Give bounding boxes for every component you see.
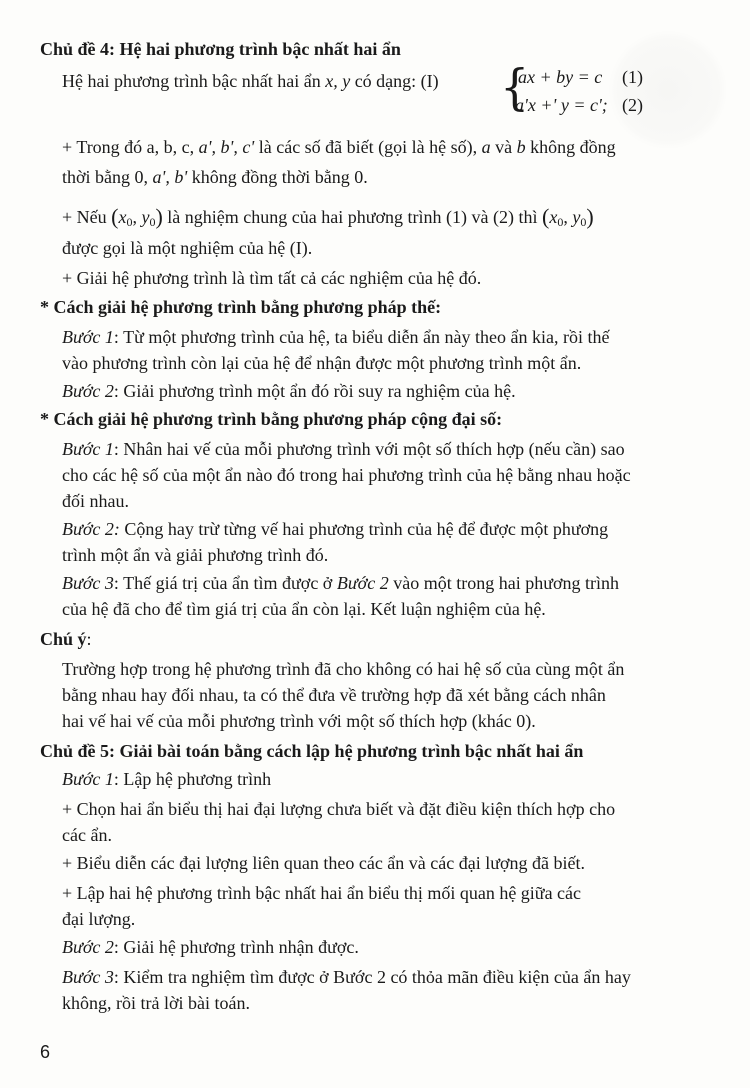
topic5-point1-line1: + Chọn hai ẩn biểu thị hai đại lượng chưa biết và đặt điều kiện thích hợp cho (62, 799, 616, 819)
topic5-point3-line1: + Lập hai hệ phương trình bậc nhất hai ẩn biểu thị mối quan hệ giữa các (62, 883, 582, 903)
note-heading: Chú ý: (40, 629, 92, 649)
topic4-heading: Chủ đề 4: Hệ hai phương trình bậc nhất hai ẩn (40, 39, 401, 59)
topic4-bullet-2-line1: + Nếu ($x_0$, $y_0$) là nghiệm chung của hai phương trình (1) và (2) thì ($x_0$, $y_0$) (62, 204, 594, 229)
system-brace: { (500, 58, 530, 116)
topic5-step1: Bước 1: Lập hệ phương trình (62, 769, 272, 789)
topic5-heading: Chủ đề 5: Giải bài toán bằng cách lập hệ phương trình bậc nhất hai ẩn (40, 741, 584, 761)
method2-step2-line1: Bước 2: Cộng hay trừ từng vế hai phương trình của hệ để được một phương (62, 519, 609, 539)
topic5-step3-line2: không, rồi trả lời bài toán. (62, 993, 250, 1013)
method2-heading: * Cách giải hệ phương trình bằng phương pháp cộng đại số: (40, 409, 503, 429)
method1-heading: * Cách giải hệ phương trình bằng phương pháp thế: (40, 297, 442, 317)
topic5-point3-line2: đại lượng. (62, 909, 136, 929)
faint-watermark (608, 30, 728, 150)
method2-step1-line1: Bước 1: Nhân hai vế của mỗi phương trình với một số thích hợp (nếu cần) sao (62, 439, 625, 459)
topic5-step2: Bước 2: Giải hệ phương trình nhận được. (62, 937, 359, 957)
note-line1: Trường hợp trong hệ phương trình đã cho không có hai hệ số của cùng một ẩn (62, 659, 625, 679)
method1-step1-line2: vào phương trình còn lại của hệ để nhận được một phương trình một ẩn. (62, 353, 582, 373)
topic4-bullet-1-line2: thời bằng 0, a', b' không đồng thời bằng 0. (62, 167, 368, 187)
topic5-point1-line2: các ẩn. (62, 825, 112, 845)
topic5-point2: + Biểu diễn các đại lượng liên quan theo các ẩn và các đại lượng đã biết. (62, 853, 586, 873)
method1-step1-line1: Bước 1: Từ một phương trình của hệ, ta biểu diễn ẩn này theo ẩn kia, rồi thế (62, 327, 610, 347)
equation-1-number: (1) (622, 67, 643, 87)
equation-1: ax + by = c (518, 67, 603, 87)
method2-step1-line3: đối nhau. (62, 491, 129, 511)
note-line3: hai vế hai vế của mỗi phương trình với một số thích hợp (khác 0). (62, 711, 536, 731)
topic4-intro: Hệ hai phương trình bậc nhất hai ẩn x, y có dạng: (I) (62, 71, 439, 91)
method1-step2: Bước 2: Giải phương trình một ẩn đó rồi suy ra nghiệm của hệ. (62, 381, 516, 401)
note-line2: bằng nhau hay đối nhau, ta có thể đưa về trường hợp đã xét bằng cách nhân (62, 685, 606, 705)
topic5-step3-line1: Bước 3: Kiểm tra nghiệm tìm được ở Bước 2 có thỏa mãn điều kiện của ẩn hay (62, 967, 631, 987)
equation-2-number: (2) (622, 95, 643, 115)
method2-step2-line2: trình một ẩn và giải phương trình đó. (62, 545, 329, 565)
topic4-bullet-2-line2: được gọi là một nghiệm của hệ (I). (62, 238, 313, 258)
method2-step3-line2: của hệ đã cho để tìm giá trị của ẩn còn lại. Kết luận nghiệm của hệ. (62, 599, 546, 619)
equation-2: a'x +' y = c'; (515, 95, 608, 115)
page-number: 6 (40, 1042, 51, 1062)
topic4-bullet-1-line1: + Trong đó a, b, c, a', b', c' là các số đã biết (gọi là hệ số), a và b không đồng (62, 137, 616, 157)
method2-step1-line2: cho các hệ số của một ẩn nào đó trong hai phương trình của hệ bằng nhau hoặc (62, 465, 631, 485)
method2-step3-line1: Bước 3: Thế giá trị của ẩn tìm được ở Bước 2 vào một trong hai phương trình (62, 573, 619, 593)
topic4-bullet-3: + Giải hệ phương trình là tìm tất cả các nghiệm của hệ đó. (62, 268, 482, 288)
